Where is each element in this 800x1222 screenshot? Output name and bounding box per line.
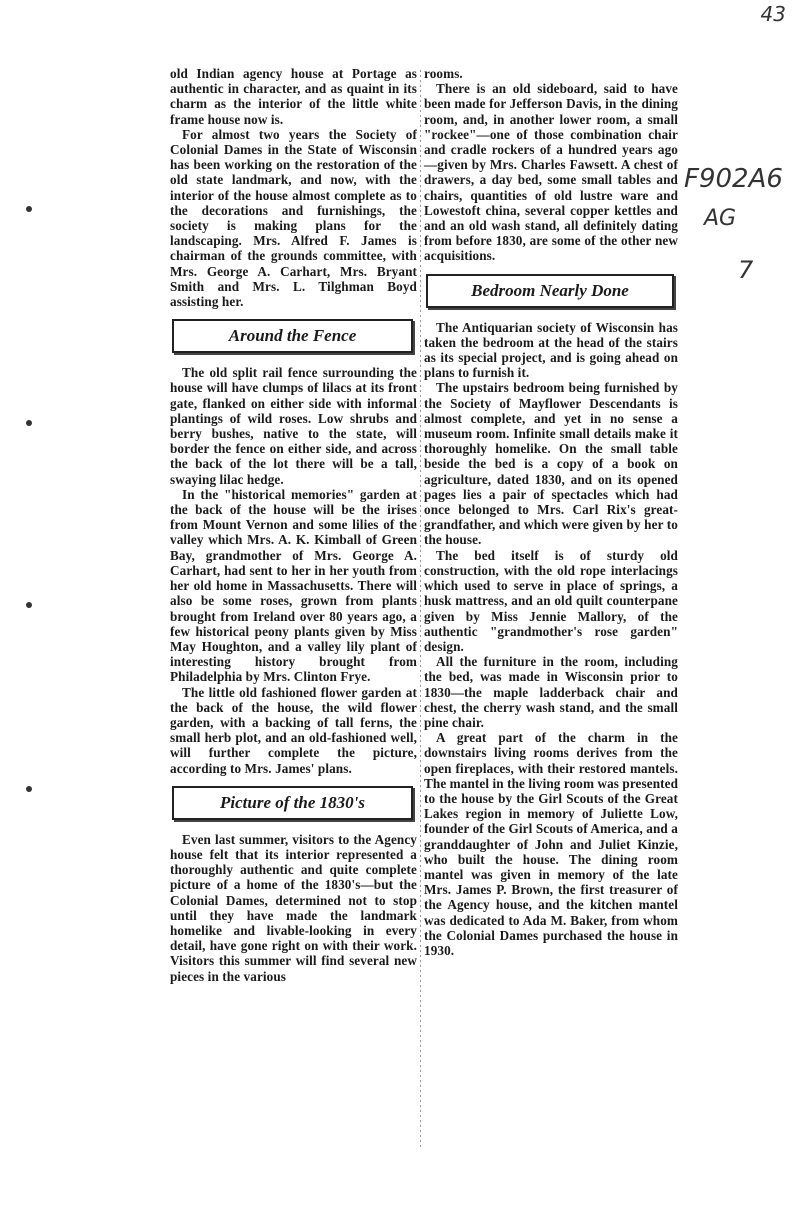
column-divider [420, 70, 421, 1150]
article-paragraph: There is an old sideboard, said to have been made for Jefferson Davis, in the dining room, and, in another lower room, a small "rockee"—one of those combination chair and cradle rockers of a hundred years ago—given by Mrs. Charles Fawsett. A chest of drawers, a day bed, some small tables and chairs, quantities of old lustre ware and Lowestoft china, several copper kettles and and an old wash stand, all definitely dating from before 1830, are some of the other new acquisitions. [424, 81, 678, 264]
article-paragraph: The little old fashioned flower garden at the back of the house, the wild flower garden, with a backing of tall ferns, the small herb plot, and an old-fashioned well, will further complete the picture, according to Mrs. James' plans. [170, 684, 417, 776]
binder-hole-mark [26, 206, 32, 212]
article-paragraph: The upstairs bedroom being furnished by the Society of Mayflower Descendants is almost complete, and yet in no sense a museum room. Infinite small details make it thoroughly homelike. On the small table beside the bed is a copy of a book on agriculture, dated 1830, and on its opened pages lies a pair of spectacles which had once belonged to Mrs. Carl Rix's great-grandfather, and which were given by her to the house. [424, 380, 678, 548]
article-paragraph: rooms. [424, 66, 463, 81]
section-heading: Bedroom Nearly Done [426, 274, 674, 308]
section-heading: Picture of the 1830's [172, 786, 413, 820]
handwritten-page-number: 43 [760, 2, 786, 26]
handwritten-call-number-volume: 7 [738, 256, 754, 284]
article-paragraph: The old split rail fence surrounding the house will have clumps of lilacs at its front gate, flanked on either side with informal plantings of wild roses. Low shrubs and berry bushes, native to the state, will border the fence on either side, and across the back of the lot there will be a tall, swaying lilac hedge. [170, 365, 417, 487]
binder-hole-mark [26, 602, 32, 608]
article-paragraph: All the furniture in the room, including the bed, was made in Wisconsin prior to 1830—the maple ladderback chair and chest, the cherry wash stand, and the small pine chair. [424, 654, 678, 730]
article-paragraph: The Antiquarian society of Wisconsin has taken the bedroom at the head of the stairs as its special project, and is going ahead on plans to furnish it. [424, 319, 678, 381]
section-heading: Around the Fence [172, 319, 413, 353]
right-column [424, 66, 678, 958]
article-paragraph: The bed itself is of sturdy old construction, with the old rope interlacings which used to serve in place of springs, a husk mattress, and an old quilt counterpane given by Miss Jennie Mallory, of the authentic "grandmother's rose garden" design. [424, 547, 678, 654]
binder-hole-mark [26, 420, 32, 426]
article-paragraph: Even last summer, visitors to the Agency house felt that its interior represented a thoroughly authentic and quite complete picture of a home of the 1830's—but the Colonial Dames, determined not to stop until they have made the landmark homelike and livable-looking in every detail, have gone right on with their work. Visitors this summer will find several new pieces in the various [170, 831, 417, 984]
article-paragraph: old Indian agency house at Portage as authentic in character, and as quaint in its charm as the interior of the little white frame house now is. [170, 66, 417, 127]
article-paragraph: A great part of the charm in the downstairs living rooms derives from the open fireplaces, with their restored mantels. The mantel in the living room was presented to the house by the Girl Scouts of the Great Lakes region in memory of Juliette Low, founder of the Girl Scouts of America, and a granddaughter of John and Juliet Kinzie, who built the house. The dining room mantel was given in memory of the late Mrs. James P. Brown, the first treasurer of the Agency house, and the kitchen mantel was dedicated to Ada M. Baker, from whom the Colonial Dames purchased the house in 1930. [424, 730, 679, 958]
article-paragraph: In the "historical memories" garden at the back of the house will be the irises from Mount Vernon and some lilies of the valley which Mrs. A. K. Kimball of Green Bay, grandmother of Mrs. George A. Carhart, had sent to her in her youth from her old home in Massachusetts. There will also be some roses, grown from plants brought from Ireland over 80 years ago, a few historical peony plants given by Miss May Houghton, and a valley lily plant of interesting history brought from Philadelphia by Mrs. Clinton Frye. [170, 486, 417, 685]
left-column [170, 66, 417, 984]
article-paragraph: For almost two years the Society of Colonial Dames in the State of Wisconsin has been working on the restoration of the old state landmark, and now, with the interior of the house almost complete as to the decorations and furnishings, the society is making plans for the landscaping. Mrs. Alfred F. James is chairman of the grounds committee, with Mrs. George A. Carhart, Mrs. Bryant Smith and Mrs. L. Tilghman Boyd assisting her. [170, 126, 417, 310]
handwritten-call-number-suffix: AG [704, 206, 737, 231]
handwritten-call-number: F902A6 [684, 164, 783, 194]
binder-hole-mark [26, 786, 32, 792]
